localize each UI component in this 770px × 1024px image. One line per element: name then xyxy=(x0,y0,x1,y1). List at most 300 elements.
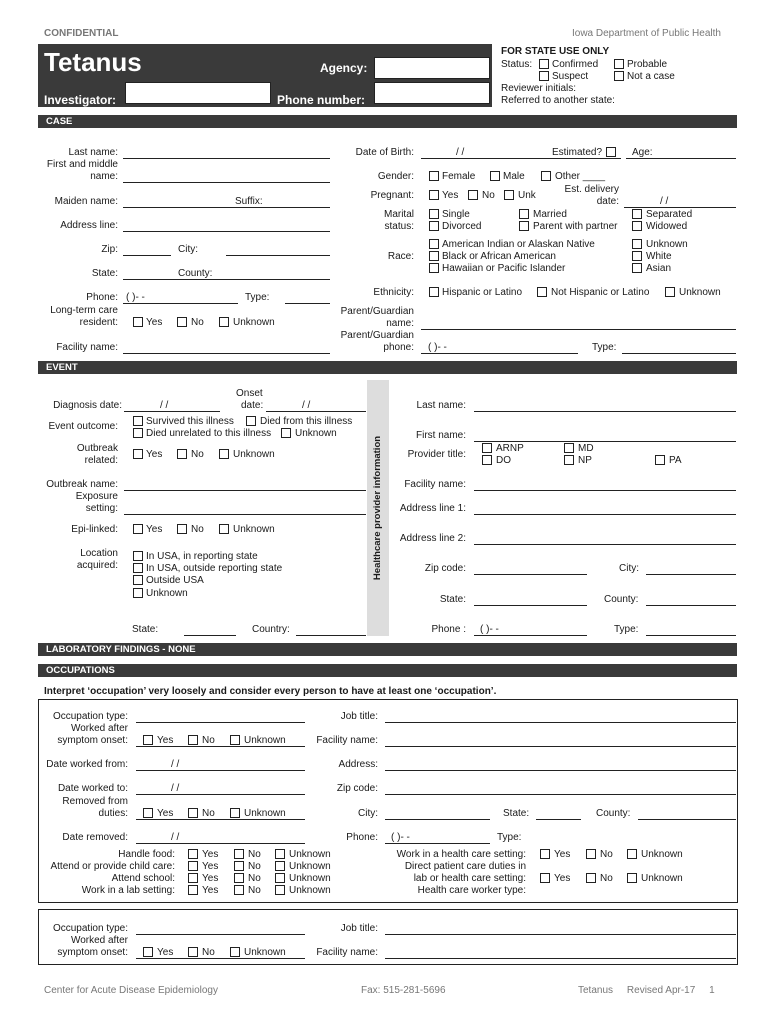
pregnant-no-label: No xyxy=(482,190,495,201)
pregnant-no-checkbox[interactable] xyxy=(468,190,478,200)
maiden-name-field[interactable] xyxy=(123,207,330,208)
epi-linked-label: Epi-linked: xyxy=(71,524,118,535)
marital-label-1: Marital xyxy=(383,209,414,220)
ltc-unknown-label: Unknown xyxy=(233,317,275,328)
event-section-header: EVENT xyxy=(38,361,737,374)
occ1-date-removed-field[interactable] xyxy=(136,843,305,844)
direct-care-label-2: lab or health care setting: xyxy=(413,873,526,884)
occ2-job-title-field[interactable] xyxy=(385,934,736,935)
confidential-label: CONFIDENTIAL xyxy=(44,28,119,39)
pregnant-unk-checkbox[interactable] xyxy=(504,190,514,200)
state-label: State: xyxy=(91,268,118,279)
department-label: Iowa Department of Public Health xyxy=(572,28,721,39)
occ1-facility-field[interactable] xyxy=(385,746,736,747)
handle-food-label: Handle food: xyxy=(118,849,175,860)
epi-no-checkbox[interactable] xyxy=(177,524,187,534)
ltc-unknown-checkbox[interactable] xyxy=(219,317,229,327)
lab-no-checkbox[interactable] xyxy=(234,885,244,895)
lab-no-label: No xyxy=(248,885,261,896)
handle-food-no-label: No xyxy=(248,849,261,860)
county-label: County: xyxy=(178,268,213,279)
footer-fax: Fax: 515-281-5696 xyxy=(361,985,446,996)
occ1-state-label: State: xyxy=(503,808,530,819)
race-label: Race: xyxy=(387,251,414,262)
exposure-field[interactable] xyxy=(124,514,366,515)
state-county-field[interactable] xyxy=(123,279,330,280)
occ2-worked-yes-checkbox[interactable] xyxy=(143,947,153,957)
hp-phone-label: Phone : xyxy=(431,624,466,635)
ltc-yes-checkbox[interactable] xyxy=(133,317,143,327)
survived-label: Survived this illness xyxy=(146,416,234,427)
occ1-job-title-label: Job title: xyxy=(340,711,378,722)
phone-label: Phone: xyxy=(86,292,118,303)
suspect-checkbox[interactable] xyxy=(539,71,549,81)
epi-yes-checkbox[interactable] xyxy=(133,524,143,534)
probable-checkbox[interactable] xyxy=(614,59,624,69)
occ1-date-from-field[interactable] xyxy=(136,770,305,771)
occ1-worked-after-field[interactable] xyxy=(136,746,305,747)
est-delivery-label-1: Est. delivery xyxy=(564,184,619,195)
guardian-phone-label-1: Parent/Guardian xyxy=(340,330,414,341)
pregnant-yes-label: Yes xyxy=(442,190,459,201)
footer-revision: Tetanus Revised Apr-17 1 xyxy=(578,985,715,996)
onset-label-1: Onset xyxy=(236,388,263,399)
occupation-instructions: Interpret ‘occupation’ very loosely and consider every person to have at least one ‘occupation’. xyxy=(44,686,497,697)
single-label: Single xyxy=(442,209,470,220)
epi-unknown-checkbox[interactable] xyxy=(219,524,229,534)
guardian-phone-type-field[interactable] xyxy=(622,353,736,354)
lab-yes-checkbox[interactable] xyxy=(188,885,198,895)
loc-usa-outside-label: In USA, outside reporting state xyxy=(146,563,283,574)
location-label-2: acquired: xyxy=(76,560,118,571)
occ2-worked-unknown-label: Unknown xyxy=(244,947,286,958)
guardian-name-label-2: name: xyxy=(386,318,414,329)
pregnant-label: Pregnant: xyxy=(370,190,414,201)
hc-setting-unknown-checkbox[interactable] xyxy=(627,849,637,859)
hp-state-label: State: xyxy=(439,594,466,605)
occ1-worked-yes-checkbox[interactable] xyxy=(143,735,153,745)
child-care-yes-label: Yes xyxy=(202,861,219,872)
onset-label-2: date: xyxy=(241,400,264,411)
maiden-name-label: Maiden name: xyxy=(54,196,118,207)
address-line-label: Address line: xyxy=(60,220,118,231)
married-label: Married xyxy=(533,209,567,220)
diagnosis-date-label: Diagnosis date: xyxy=(53,400,122,411)
hispanic-checkbox[interactable] xyxy=(429,287,439,297)
loc-usa-outside-checkbox[interactable] xyxy=(133,563,143,573)
ethnicity-unknown-checkbox[interactable] xyxy=(665,287,675,297)
outbreak-related-label-2: related: xyxy=(84,455,118,466)
divorced-checkbox[interactable] xyxy=(429,221,439,231)
child-care-no-checkbox[interactable] xyxy=(234,861,244,871)
phone-type-label: Type: xyxy=(245,292,270,303)
facility-name-label: Facility name: xyxy=(56,342,118,353)
confirmed-label: Confirmed xyxy=(552,59,599,70)
occ2-facility-label: Facility name: xyxy=(316,947,378,958)
hc-setting-no-label: No xyxy=(600,849,613,860)
hc-setting-yes-label: Yes xyxy=(554,849,571,860)
occ1-zip-field[interactable] xyxy=(385,794,736,795)
lab-setting-label: Work in a lab setting: xyxy=(81,885,175,896)
hp-facility-field[interactable] xyxy=(474,490,736,491)
occ1-facility-label: Facility name: xyxy=(316,735,378,746)
occ1-city-label: City: xyxy=(358,808,378,819)
handle-food-no-checkbox[interactable] xyxy=(234,849,244,859)
race-unknown-checkbox[interactable] xyxy=(632,239,642,249)
hawaiian-checkbox[interactable] xyxy=(429,263,439,273)
age-field[interactable] xyxy=(626,158,736,159)
child-care-yes-checkbox[interactable] xyxy=(188,861,198,871)
state-use-title: FOR STATE USE ONLY xyxy=(501,46,610,57)
separated-checkbox[interactable] xyxy=(632,209,642,219)
occ2-type-field[interactable] xyxy=(136,934,305,935)
city-label: City: xyxy=(178,244,198,255)
do-label: DO xyxy=(496,455,511,466)
occ2-type-label: Occupation type: xyxy=(52,923,128,934)
ltc-no-label: No xyxy=(191,317,204,328)
guardian-name-field[interactable] xyxy=(421,329,736,330)
occ1-county-field[interactable] xyxy=(638,819,736,820)
hc-setting-yes-checkbox[interactable] xyxy=(540,849,550,859)
amer-indian-label: American Indian or Alaskan Native xyxy=(442,239,595,250)
dob-format: / / xyxy=(456,147,465,158)
occ1-address-label: Address: xyxy=(338,759,378,770)
handle-food-yes-checkbox[interactable] xyxy=(188,849,198,859)
hp-address1-field[interactable] xyxy=(474,514,736,515)
outbreak-name-field[interactable] xyxy=(124,490,366,491)
investigator-label: Investigator: xyxy=(44,93,117,107)
not-hispanic-checkbox[interactable] xyxy=(537,287,547,297)
school-yes-label: Yes xyxy=(202,873,219,884)
occ1-removed-no-checkbox[interactable] xyxy=(188,808,198,818)
phone-field[interactable] xyxy=(123,303,238,304)
occ1-worked-after-label-1: Worked after xyxy=(70,723,128,734)
occ1-date-from-format: / / xyxy=(171,759,180,770)
first-middle-field[interactable] xyxy=(123,182,330,183)
outbreak-unknown-checkbox[interactable] xyxy=(219,449,229,459)
black-checkbox[interactable] xyxy=(429,251,439,261)
partner-label: Parent with partner xyxy=(533,221,618,232)
direct-care-unknown-label: Unknown xyxy=(641,873,683,884)
asian-checkbox[interactable] xyxy=(632,263,642,273)
male-checkbox[interactable] xyxy=(490,171,500,181)
epi-unknown-label: Unknown xyxy=(233,524,275,535)
died-this-label: Died from this illness xyxy=(260,416,353,427)
occ1-removed-no-label: No xyxy=(202,808,215,819)
occ1-type-label: Occupation type: xyxy=(52,711,128,722)
occ1-phone-format: ( )- - xyxy=(391,832,410,843)
pa-label: PA xyxy=(669,455,682,466)
onset-date-field[interactable] xyxy=(266,411,366,412)
first-middle-label-1: First and middle xyxy=(46,159,118,170)
guardian-phone-label-2: phone: xyxy=(383,342,414,353)
occ2-facility-field[interactable] xyxy=(385,958,736,959)
occ2-job-title-label: Job title: xyxy=(340,923,378,934)
school-yes-checkbox[interactable] xyxy=(188,873,198,883)
hp-address2-field[interactable] xyxy=(474,544,736,545)
direct-care-yes-checkbox[interactable] xyxy=(540,873,550,883)
first-middle-label-2: name: xyxy=(90,171,118,182)
pregnant-unk-label: Unk xyxy=(518,190,536,201)
occ2-worked-after-label-1: Worked after xyxy=(70,935,128,946)
hp-city-field[interactable] xyxy=(646,574,736,575)
loc-unknown-label: Unknown xyxy=(146,588,188,599)
suffix-label: Suffix: xyxy=(235,196,263,207)
child-care-label: Attend or provide child care: xyxy=(50,861,175,872)
hp-facility-label: Facility name: xyxy=(404,479,466,490)
onset-date-format: / / xyxy=(302,400,311,411)
referred-label: Referred to another state: xyxy=(501,95,615,106)
school-no-label: No xyxy=(248,873,261,884)
outbreak-yes-checkbox[interactable] xyxy=(133,449,143,459)
occ1-worked-unknown-checkbox[interactable] xyxy=(230,735,240,745)
md-checkbox[interactable] xyxy=(564,443,574,453)
pa-checkbox[interactable] xyxy=(655,455,665,465)
partner-checkbox[interactable] xyxy=(519,221,529,231)
do-checkbox[interactable] xyxy=(482,455,492,465)
hp-zip-field[interactable] xyxy=(474,574,587,575)
occ1-address-field[interactable] xyxy=(385,770,736,771)
diagnosis-date-format: / / xyxy=(160,400,169,411)
location-country-field[interactable] xyxy=(296,635,366,636)
white-checkbox[interactable] xyxy=(632,251,642,261)
occ2-worked-unknown-checkbox[interactable] xyxy=(230,947,240,957)
handle-food-unknown-label: Unknown xyxy=(289,849,331,860)
occ1-phone-type-label: Type: xyxy=(497,832,522,843)
exposure-label-1: Exposure xyxy=(75,491,118,502)
occupations-section-header: OCCUPATIONS xyxy=(38,664,737,677)
reviewer-initials-label: Reviewer initials: xyxy=(501,83,577,94)
ltc-label-2: resident: xyxy=(79,317,118,328)
hp-phone-type-label: Type: xyxy=(614,624,639,635)
hp-phone-type-field[interactable] xyxy=(646,635,736,636)
loc-outside-label: Outside USA xyxy=(146,575,204,586)
married-checkbox[interactable] xyxy=(519,209,529,219)
school-no-checkbox[interactable] xyxy=(234,873,244,883)
died-this-checkbox[interactable] xyxy=(246,416,256,426)
hc-setting-label: Work in a health care setting: xyxy=(396,849,526,860)
occ1-removed-unknown-checkbox[interactable] xyxy=(230,808,240,818)
est-delivery-label-2: date: xyxy=(596,196,619,207)
lab-yes-label: Yes xyxy=(202,885,219,896)
direct-care-no-label: No xyxy=(600,873,613,884)
lab-section-header: LABORATORY FINDINGS - NONE xyxy=(38,643,737,656)
hp-address2-label: Address line 2: xyxy=(399,533,466,544)
case-section-header: CASE xyxy=(38,115,737,128)
outbreak-related-label-1: Outbreak xyxy=(76,443,118,454)
black-label: Black or African American xyxy=(442,251,556,262)
outcome-unknown-checkbox[interactable] xyxy=(281,428,291,438)
occ1-removed-field[interactable] xyxy=(136,819,305,820)
occ2-worked-yes-label: Yes xyxy=(157,947,174,958)
hp-last-name-label: Last name: xyxy=(416,400,466,411)
attend-school-label: Attend school: xyxy=(111,873,175,884)
epi-yes-label: Yes xyxy=(146,524,163,535)
hawaiian-label: Hawaiian or Pacific Islander xyxy=(442,263,566,274)
race-unknown-label: Unknown xyxy=(646,239,688,250)
loc-usa-reporting-label: In USA, in reporting state xyxy=(146,551,258,562)
form-title: Tetanus xyxy=(44,47,142,77)
occ1-county-label: County: xyxy=(596,808,631,819)
occ1-worked-no-checkbox[interactable] xyxy=(188,735,198,745)
outbreak-no-checkbox[interactable] xyxy=(177,449,187,459)
hp-address1-label: Address line 1: xyxy=(399,503,466,514)
estimated-label: Estimated? xyxy=(552,147,603,158)
single-checkbox[interactable] xyxy=(429,209,439,219)
estimated-checkbox[interactable] xyxy=(606,147,616,157)
divorced-label: Divorced xyxy=(442,221,482,232)
occ1-type-field[interactable] xyxy=(136,722,305,723)
child-care-unknown-checkbox[interactable] xyxy=(275,861,285,871)
dob-field[interactable] xyxy=(421,158,621,159)
handle-food-yes-label: Yes xyxy=(202,849,219,860)
widowed-checkbox[interactable] xyxy=(632,221,642,231)
separated-label: Separated xyxy=(646,209,693,220)
phone-number-label: Phone number: xyxy=(277,93,366,107)
event-outcome-label: Event outcome: xyxy=(48,421,118,432)
hp-county-field[interactable] xyxy=(646,605,736,606)
handle-food-unknown-checkbox[interactable] xyxy=(275,849,285,859)
died-unrelated-checkbox[interactable] xyxy=(133,428,143,438)
hc-setting-unknown-label: Unknown xyxy=(641,849,683,860)
investigator-field[interactable] xyxy=(125,82,271,104)
female-label: Female xyxy=(442,171,476,182)
marital-label-2: status: xyxy=(384,221,414,232)
occ2-worked-after-label-2: symptom onset: xyxy=(57,947,128,958)
loc-usa-reporting-checkbox[interactable] xyxy=(133,551,143,561)
gender-label: Gender: xyxy=(377,171,414,182)
occ1-zip-label: Zip code: xyxy=(336,783,378,794)
other-gender-label: Other ____ xyxy=(555,171,606,182)
hp-phone-format: ( )- - xyxy=(480,624,499,635)
outcome-unknown-label: Unknown xyxy=(295,428,337,439)
hc-setting-no-checkbox[interactable] xyxy=(586,849,596,859)
ltc-yes-label: Yes xyxy=(146,317,163,328)
widowed-label: Widowed xyxy=(646,221,688,232)
amer-indian-checkbox[interactable] xyxy=(429,239,439,249)
outbreak-yes-label: Yes xyxy=(146,449,163,460)
female-checkbox[interactable] xyxy=(429,171,439,181)
location-country-label: Country: xyxy=(252,624,290,635)
outbreak-name-label: Outbreak name: xyxy=(46,479,118,490)
agency-field[interactable] xyxy=(374,57,490,79)
hp-first-name-field[interactable] xyxy=(474,441,736,442)
status-label: Status: xyxy=(501,59,533,70)
occ2-worked-no-checkbox[interactable] xyxy=(188,947,198,957)
ethnicity-unknown-label: Unknown xyxy=(679,287,721,298)
location-state-label: State: xyxy=(132,624,159,635)
guardian-phone-field[interactable] xyxy=(421,353,578,354)
healthcare-provider-sidebar: Healthcare provider information xyxy=(367,380,389,636)
phone-type-field[interactable] xyxy=(285,303,330,304)
provider-title-label: Provider title: xyxy=(407,449,466,460)
phone-number-field[interactable] xyxy=(374,82,490,104)
loc-unknown-checkbox[interactable] xyxy=(133,588,143,598)
occ1-removed-label-2: duties: xyxy=(98,808,128,819)
occ2-worked-after-field[interactable] xyxy=(136,958,305,959)
occ1-date-removed-format: / / xyxy=(171,832,180,843)
occ1-worked-unknown-label: Unknown xyxy=(244,735,286,746)
last-name-field[interactable] xyxy=(123,158,330,159)
probable-label: Probable xyxy=(627,59,668,70)
footer-center-name: Center for Acute Disease Epidemiology xyxy=(44,985,218,996)
school-unknown-checkbox[interactable] xyxy=(275,873,285,883)
md-label: MD xyxy=(578,443,594,454)
np-label: NP xyxy=(578,455,592,466)
child-care-no-label: No xyxy=(248,861,261,872)
occ1-job-title-field[interactable] xyxy=(385,722,736,723)
arnp-checkbox[interactable] xyxy=(482,443,492,453)
direct-care-yes-label: Yes xyxy=(554,873,571,884)
other-gender-checkbox[interactable] xyxy=(541,171,551,181)
hc-worker-type-label: Health care worker type: xyxy=(417,885,526,896)
exposure-label-2: setting: xyxy=(85,503,118,514)
occ1-date-to-format: / / xyxy=(171,783,180,794)
guardian-phone-format: ( )- - xyxy=(428,342,447,353)
occ1-date-removed-label: Date removed: xyxy=(62,832,128,843)
survived-checkbox[interactable] xyxy=(133,416,143,426)
address-line-field[interactable] xyxy=(123,231,330,232)
occ1-removed-yes-checkbox[interactable] xyxy=(143,808,153,818)
diagnosis-date-field[interactable] xyxy=(124,411,220,412)
est-delivery-format: / / xyxy=(660,196,669,207)
direct-care-no-checkbox[interactable] xyxy=(586,873,596,883)
guardian-phone-type-label: Type: xyxy=(592,342,617,353)
guardian-name-label-1: Parent/Guardian xyxy=(340,306,414,317)
not-hispanic-label: Not Hispanic or Latino xyxy=(551,287,650,298)
hispanic-label: Hispanic or Latino xyxy=(442,287,523,298)
direct-care-label-1: Direct patient care duties in xyxy=(404,861,526,872)
epi-no-label: No xyxy=(191,524,204,535)
outbreak-no-label: No xyxy=(191,449,204,460)
last-name-label: Last name: xyxy=(68,147,118,158)
occ1-state-field[interactable] xyxy=(536,819,581,820)
occ1-date-to-field[interactable] xyxy=(136,794,305,795)
lab-unknown-checkbox[interactable] xyxy=(275,885,285,895)
zip-field[interactable] xyxy=(123,255,171,256)
est-delivery-field[interactable] xyxy=(624,207,736,208)
occ1-phone-field[interactable] xyxy=(385,843,490,844)
location-state-field[interactable] xyxy=(184,635,236,636)
hp-first-name-label: First name: xyxy=(415,430,466,441)
agency-label: Agency: xyxy=(320,61,368,75)
child-care-unknown-label: Unknown xyxy=(289,861,331,872)
suspect-label: Suspect xyxy=(552,71,589,82)
np-checkbox[interactable] xyxy=(564,455,574,465)
city-field[interactable] xyxy=(226,255,330,256)
facility-name-field[interactable] xyxy=(123,353,330,354)
hp-zip-label: Zip code: xyxy=(424,563,466,574)
hp-county-label: County: xyxy=(604,594,639,605)
direct-care-unknown-checkbox[interactable] xyxy=(627,873,637,883)
ltc-no-checkbox[interactable] xyxy=(177,317,187,327)
hp-last-name-field[interactable] xyxy=(474,411,736,412)
hp-phone-field[interactable] xyxy=(474,635,587,636)
phone-format: ( )- - xyxy=(126,292,145,303)
occ1-worked-no-label: No xyxy=(202,735,215,746)
confirmed-checkbox[interactable] xyxy=(539,59,549,69)
dob-label: Date of Birth: xyxy=(355,147,414,158)
male-label: Male xyxy=(503,171,525,182)
pregnant-yes-checkbox[interactable] xyxy=(429,190,439,200)
loc-outside-checkbox[interactable] xyxy=(133,575,143,585)
occ1-worked-after-label-2: symptom onset: xyxy=(57,735,128,746)
asian-label: Asian xyxy=(646,263,672,274)
hp-state-field[interactable] xyxy=(474,605,587,606)
occ1-city-field[interactable] xyxy=(385,819,490,820)
not-a-case-checkbox[interactable] xyxy=(614,71,624,81)
occ1-worked-yes-label: Yes xyxy=(157,735,174,746)
